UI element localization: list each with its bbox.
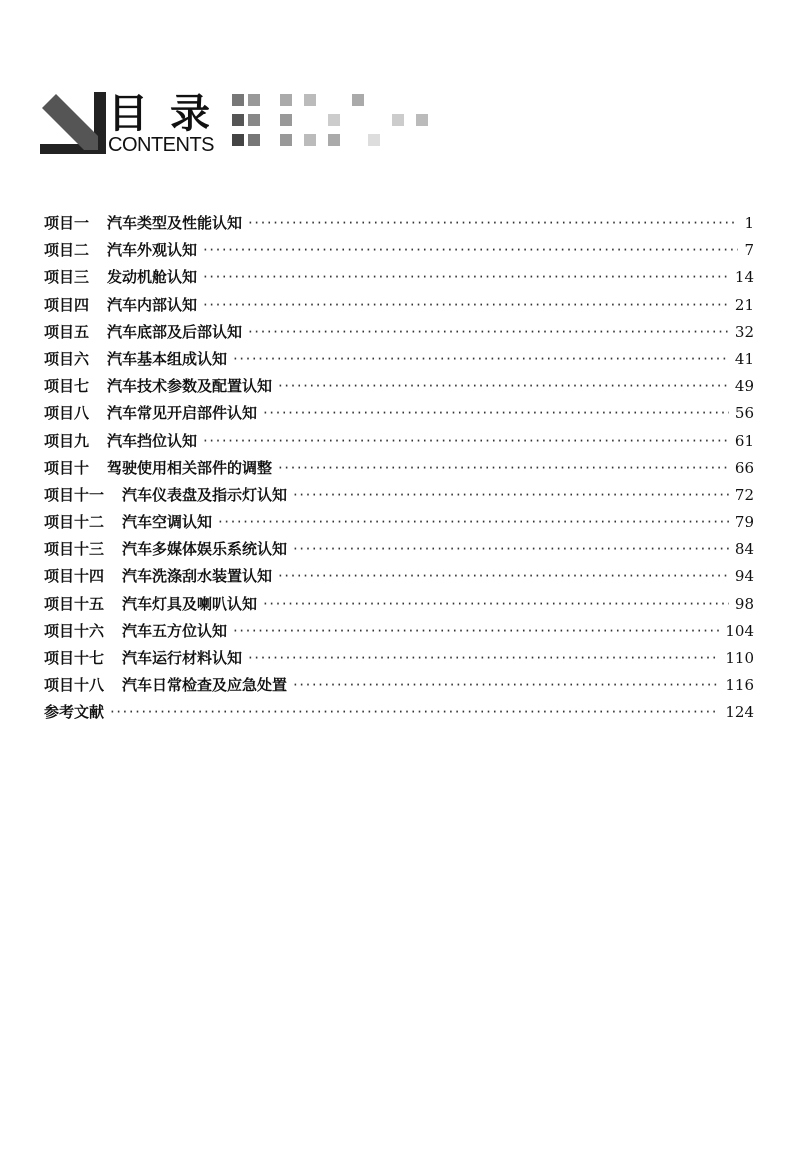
toc-item-title: 汽车内部认知	[107, 295, 198, 314]
toc-page-number: 116	[725, 676, 754, 695]
toc-item-number: 项目九	[44, 431, 90, 450]
dot-leader	[278, 455, 729, 482]
dot-leader	[263, 591, 729, 618]
toc-page-number: 124	[725, 703, 754, 722]
toc-item-number: 项目三	[44, 268, 90, 287]
toc-item-title: 汽车灯具及喇叭认知	[122, 594, 258, 613]
toc-entry[interactable]	[44, 373, 754, 400]
dot-leader	[248, 645, 719, 672]
dot-leader	[110, 699, 719, 726]
toc-entry[interactable]	[44, 563, 754, 590]
toc-page-number: 79	[734, 513, 754, 532]
toc-entry-references[interactable]	[44, 699, 754, 726]
toc-page-number: 84	[734, 540, 754, 559]
toc-entry[interactable]	[44, 672, 754, 699]
toc-item-title: 汽车多媒体娱乐系统认知	[122, 540, 288, 559]
toc-item-title: 汽车外观认知	[107, 241, 198, 260]
toc-item-number: 项目十四	[44, 567, 105, 586]
toc-item-title: 发动机舱认知	[107, 268, 198, 287]
dot-leader	[248, 210, 738, 237]
page-title: 目录	[108, 91, 232, 137]
toc-entry[interactable]	[44, 346, 754, 373]
toc-item-title: 汽车空调认知	[122, 513, 213, 532]
toc-item-title: 汽车挡位认知	[107, 431, 198, 450]
dot-leader	[203, 264, 729, 291]
toc-item-number: 项目二	[44, 241, 90, 260]
toc-item-title: 驾驶使用相关部件的调整	[107, 458, 273, 477]
toc-item-title: 汽车五方位认知	[122, 621, 228, 640]
dot-leader	[278, 563, 729, 590]
toc-entry[interactable]	[44, 264, 754, 291]
toc-item-number: 项目十二	[44, 513, 105, 532]
dot-leader	[293, 482, 729, 509]
toc-item-number: 项目十五	[44, 594, 105, 613]
toc-page-number: 66	[734, 458, 754, 477]
toc-item-number: 参考文献	[44, 703, 105, 722]
toc-item-number: 项目十三	[44, 540, 105, 559]
toc-page-number: 21	[734, 295, 754, 314]
toc-item-title: 汽车基本组成认知	[107, 349, 228, 368]
toc-entry[interactable]	[44, 482, 754, 509]
down-right-arrow-icon	[40, 92, 106, 154]
toc-page-number: 98	[734, 594, 754, 613]
toc-item-number: 项目四	[44, 295, 90, 314]
toc-entry[interactable]	[44, 400, 754, 427]
toc-item-title: 汽车底部及后部认知	[107, 322, 243, 341]
toc-item-number: 项目十	[44, 458, 90, 477]
toc-page-number: 56	[734, 404, 754, 423]
toc-entry[interactable]	[44, 237, 754, 264]
toc-entry[interactable]	[44, 536, 754, 563]
dot-leader	[293, 536, 729, 563]
toc-entry[interactable]	[44, 645, 754, 672]
toc-item-number: 项目十一	[44, 485, 105, 504]
toc-entry[interactable]	[44, 509, 754, 536]
toc-item-number: 项目八	[44, 404, 90, 423]
dot-leader	[218, 509, 729, 536]
toc-entry[interactable]	[44, 455, 754, 482]
toc-item-number: 项目一	[44, 214, 90, 232]
toc-item-number: 项目六	[44, 349, 90, 368]
toc-entry[interactable]	[44, 591, 754, 618]
toc-item-number: 项目十七	[44, 649, 105, 667]
dot-leader	[203, 237, 738, 264]
toc-item-number: 项目十六	[44, 621, 105, 640]
toc-entry[interactable]	[44, 319, 754, 346]
toc-entry[interactable]	[44, 618, 754, 645]
toc-page-number: 49	[734, 377, 754, 396]
toc-item-title: 汽车运行材料认知	[122, 649, 243, 667]
dot-leader	[293, 672, 719, 699]
table-of-contents	[44, 210, 754, 727]
dot-leader	[233, 346, 729, 373]
dot-leader	[233, 618, 719, 645]
toc-page-number: 72	[734, 485, 754, 504]
toc-page-number: 110	[725, 649, 754, 667]
toc-item-title: 汽车洗涤刮水装置认知	[122, 567, 273, 586]
dot-leader	[203, 292, 729, 319]
dot-leader	[248, 319, 729, 346]
toc-item-number: 项目七	[44, 377, 90, 396]
toc-page-number: 14	[734, 268, 754, 287]
toc-item-number: 项目十八	[44, 676, 105, 695]
toc-item-number: 项目五	[44, 322, 90, 341]
toc-entry[interactable]	[44, 210, 754, 237]
dot-leader	[203, 428, 729, 455]
toc-item-title: 汽车仪表盘及指示灯认知	[122, 485, 288, 504]
toc-item-title: 汽车类型及性能认知	[107, 214, 243, 232]
toc-header	[40, 92, 460, 158]
toc-page-number: 41	[734, 349, 754, 368]
toc-page-number: 7	[744, 241, 754, 260]
dot-leader	[263, 400, 729, 427]
page-subtitle: CONTENTS	[108, 134, 214, 156]
toc-item-title: 汽车技术参数及配置认知	[107, 377, 273, 396]
toc-item-title: 汽车日常检查及应急处置	[122, 676, 288, 695]
toc-page-number: 1	[744, 214, 754, 232]
toc-entry[interactable]	[44, 428, 754, 455]
toc-page-number: 32	[734, 322, 754, 341]
toc-item-title: 汽车常见开启部件认知	[107, 404, 258, 423]
dot-leader	[278, 373, 729, 400]
toc-page-number: 94	[734, 567, 754, 586]
toc-page-number: 104	[725, 621, 754, 640]
toc-page-number: 61	[734, 431, 754, 450]
toc-entry[interactable]	[44, 292, 754, 319]
